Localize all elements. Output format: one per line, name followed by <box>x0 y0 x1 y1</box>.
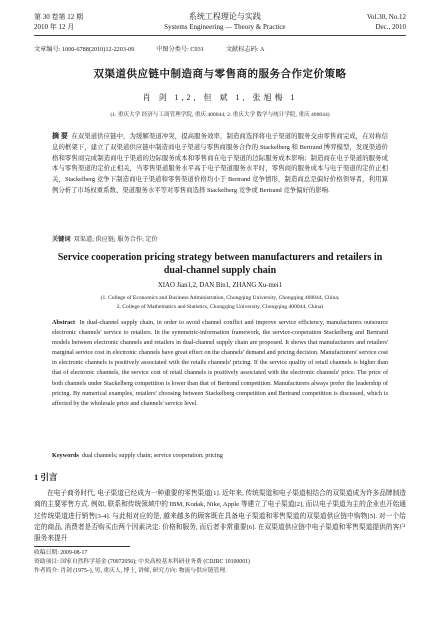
affiliation-cn: (1. 重庆大学 经济与工商管理学院, 重庆 400044; 2. 重庆大学 数学与统计学院, 重庆 400044) <box>110 112 330 118</box>
header-rule <box>34 35 406 36</box>
funding-note: 资助项目: 国家自然科学基金 (70972056); 中央高校基本科研业务费 (CDJRC 10100001) <box>34 559 250 566</box>
footnote <box>34 549 406 577</box>
author-bio: 作者简介: 肖剑 (1975–), 男, 重庆人, 博士, 讲师, 研究方向: 物流与供应链管理. <box>34 568 227 575</box>
abstract-en <box>52 318 388 409</box>
keywords-cn-text: 双渠道; 供应链; 服务合作; 定价 <box>73 236 158 243</box>
document-code: 文献标志码: A <box>225 46 265 53</box>
running-header <box>34 12 406 32</box>
date-en: Dec., 2010 <box>375 23 406 31</box>
authors-cn: 肖 剑 1,2, 但 斌 1, 张旭梅 1 <box>142 93 298 102</box>
clc-number: 中图分类号: C931 <box>156 46 204 53</box>
date-cn: 2010 年 12 月 <box>34 23 75 31</box>
article-meta <box>34 44 406 53</box>
keywords-cn <box>52 234 388 243</box>
abstract-en-label: Abstract <box>52 319 76 326</box>
affiliation-en-line: 2. College of Mathematics and Statistics, Chongqing University, Chongqing 400044, China) <box>116 304 324 310</box>
authors-en: XIAO Jian1,2, DAN Bin1, ZHANG Xu-mei1 <box>157 282 283 289</box>
keywords-en-text: dual channels; supply chain; service cooperation; pricing <box>81 452 223 459</box>
keywords-en <box>52 452 388 459</box>
affiliation-en <box>0 294 440 312</box>
introduction-text: 在电子商务时代, 电子渠道已经成为一种重要的零售渠道[1]. 近年来, 传统渠道和电子渠道相结合的双渠道成为许多品牌制造商的主要零售方式. 例如, 联系和传统领域中的 IBM, Kodak, Nike, Apple 等建立了电子渠道[2], 而以电子渠道为主的企业也开始通过传统渠道进行销售[3-4]. 与此相对应的是, 越来越多的顾客既在具备电子渠道和零售渠道的双渠道供应链中购物[5]. 对一个给定的商品, 消费者是否购买由两个因素决定: 价格和服务, 而后者非常重要[6]. 在双渠道供应链中电子渠道和零售渠道提供的客户服务来提升 <box>34 490 406 543</box>
section-heading: 1 引言 <box>34 472 58 482</box>
paper-title-en: Service cooperation pricing strategy between manufacturers and retailers in dual-channel supply chain <box>57 252 383 276</box>
abstract-cn-label: 摘 要 <box>52 132 68 140</box>
journal-name-en: Systems Engineering — Theory & Practice <box>164 23 286 31</box>
footnote-rule <box>34 546 130 547</box>
keywords-cn-label: 关键词 <box>52 236 71 243</box>
abstract-cn <box>52 131 388 197</box>
abstract-en-text: In dual-channel supply chain, in order to avoid channel conflict and improve service efficiency, manufacturers outsource electronic channels' service to retailers. In the symmetric-information framework, the service-cooperation Stackelberg and Bertrand models between electronic channels and retailers in dual-channel supply chain are proposed. It shows that manufacturers and retailers' marginal service cost in electronic channels have great effect on the channels' demand and pricing decision. Manufacturers' service cost in electronic channels is positively associated with the retails channels' pricing. If the service quality of retail channels is higher than that of electronic channels, the service cost of retail channels is positively associated with the electronic channels' price. The price of both channels under Stackelberg competition is lower than that of Bertrand competition. Manufacturers always prefer the leadership of pricing. By numerical examples, retailers' choosing between Stackelberg competition and Bertrand competition is discussed, which is affected by the wholesale price and channels' service level. <box>52 319 388 407</box>
abstract-cn-text: 在双渠道供应链中，为缓解渠道冲突，提高服务效率，制造商选择将电子渠道的服务交由零售商完成，在对称信息的框架下，建立了双渠道供应链中制造商电子渠道与零售商服务合作的 Stackelberg 和 Bertrand 博弈模型，发现渠道价格和零售商完成制造商电子渠道的边际服务成本和零售商在电子渠道的边际服务成本影响；制造商在电子渠道的服务成本与零售渠道的定价正相关，当零售渠道服务水平高于电子渠道服务水平时，零售商的服务成本与电子渠道的定价正相关，Stackelberg 竞争下制造商电子渠道和零售渠道价格均小于 Bertrand 竞争情形，制造商总是偏好价格领导者，利用算例分析了市场权重系数、渠道服务水平等对零售商选择 Stackelberg 竞争或 Bertrand 竞争偏好的影响. <box>52 133 389 194</box>
paper-title-cn: 双渠道供应链中制造商与零售商的服务合作定价策略 <box>93 69 347 80</box>
affiliation-en-line: (1. College of Economics and Business Administration, Chongqing University, Chongqing 400044, China; <box>100 295 340 301</box>
journal-name-cn: 系统工程理论与实践 <box>188 12 261 21</box>
volume-en: Vol.30, No.12 <box>366 13 406 21</box>
received-date: 收稿日期: 2009-08-17 <box>34 550 88 556</box>
keywords-en-label: Keywords <box>52 452 79 459</box>
article-number: 文章编号: 1000-6788(2010)12-2203-09 <box>34 46 135 53</box>
volume-cn: 第 30 卷第 12 期 <box>34 13 83 21</box>
